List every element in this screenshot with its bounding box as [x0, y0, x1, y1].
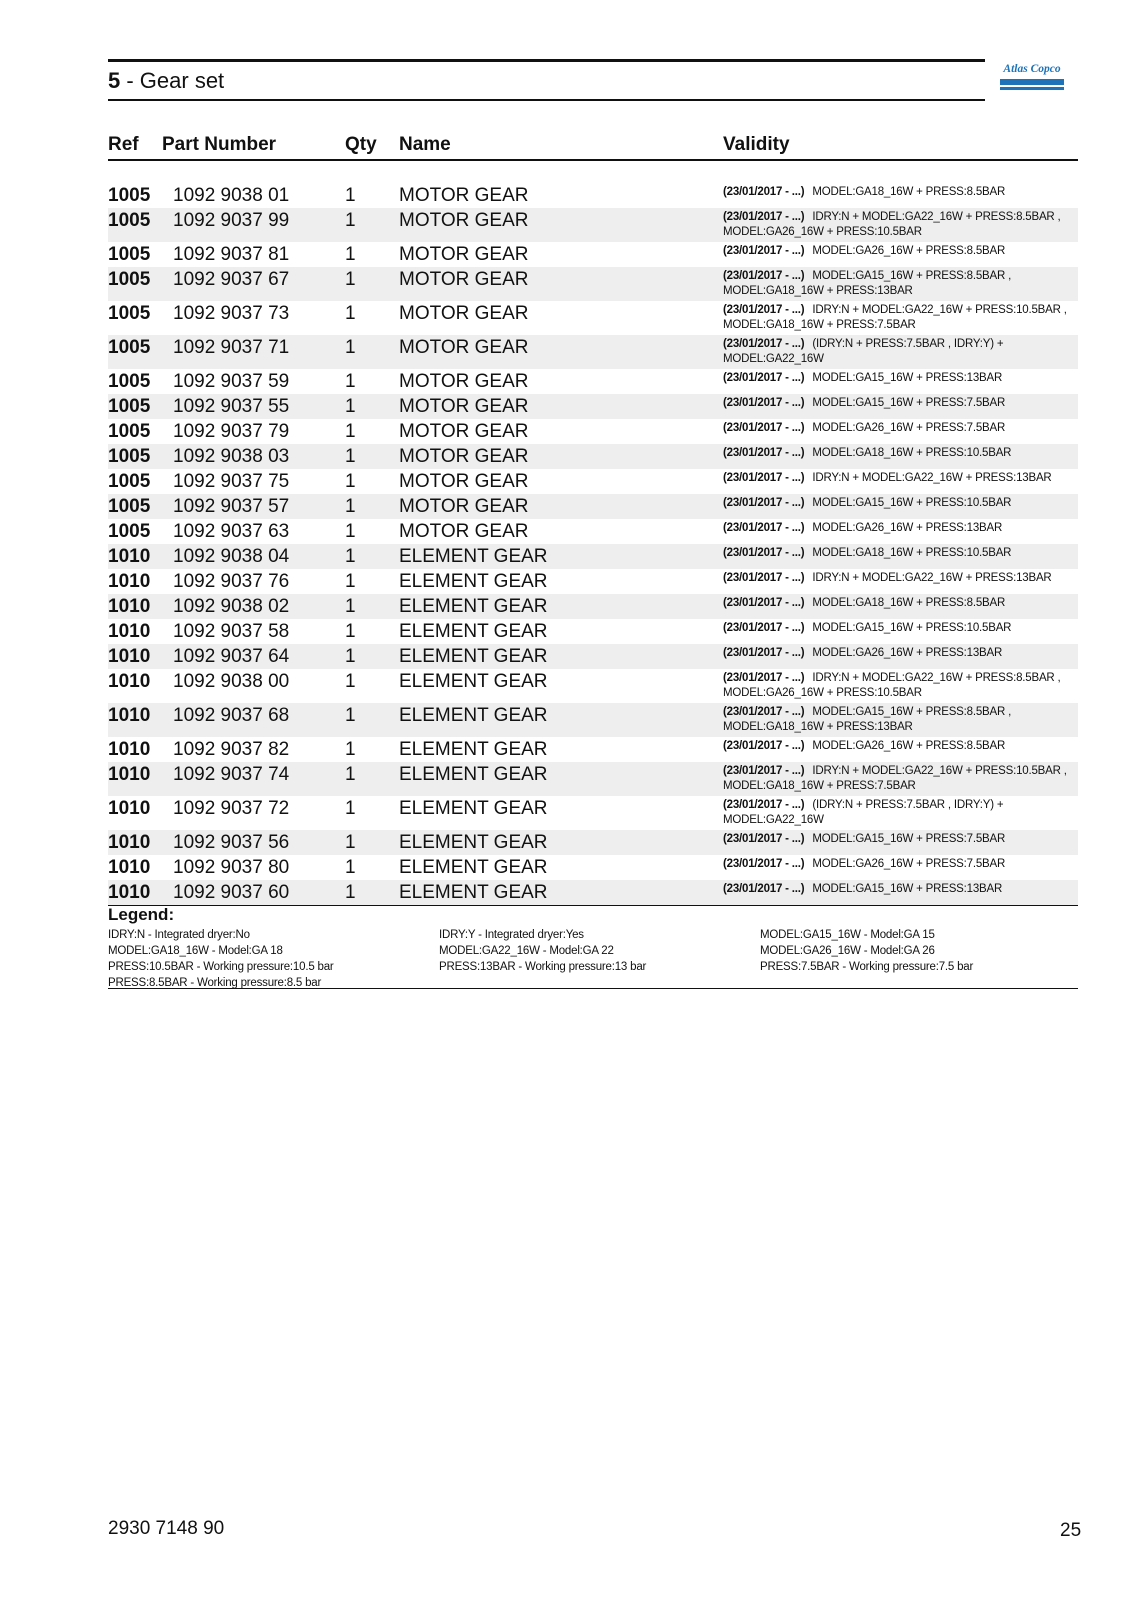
- validity-date: (23/01/2017 - ...): [723, 397, 805, 409]
- part-number-cell: 1092 9037 56: [173, 832, 290, 853]
- ref-cell: 1005: [108, 371, 151, 392]
- validity-date: (23/01/2017 - ...): [723, 672, 805, 684]
- table-row: [108, 369, 1078, 394]
- qty-cell: 1: [345, 832, 356, 853]
- validity-text: MODEL:GA15_16W + PRESS:7.5BAR: [812, 833, 1006, 845]
- part-number-cell: 1092 9037 80: [173, 857, 290, 878]
- validity-cell: [723, 471, 1078, 486]
- part-number-cell: 1092 9037 73: [173, 303, 290, 324]
- name-cell: MOTOR GEAR: [399, 210, 529, 231]
- name-cell: ELEMENT GEAR: [399, 857, 548, 878]
- ref-cell: 1005: [108, 337, 151, 358]
- name-cell: MOTOR GEAR: [399, 496, 529, 517]
- name-cell: ELEMENT GEAR: [399, 764, 548, 785]
- validity-date: (23/01/2017 - ...): [723, 765, 805, 777]
- qty-cell: 1: [345, 621, 356, 642]
- validity-date: (23/01/2017 - ...): [723, 447, 805, 459]
- table-row: [108, 703, 1078, 737]
- section-number: 5: [108, 68, 121, 93]
- validity-text: MODEL:GA15_16W + PRESS:10.5BAR: [812, 497, 1012, 509]
- name-cell: MOTOR GEAR: [399, 446, 529, 467]
- part-number-cell: 1092 9038 02: [173, 596, 290, 617]
- name-cell: ELEMENT GEAR: [399, 705, 548, 726]
- qty-cell: 1: [345, 210, 356, 231]
- validity-date: (23/01/2017 - ...): [723, 338, 805, 350]
- part-number-cell: 1092 9037 57: [173, 496, 290, 517]
- validity-text: MODEL:GA15_16W + PRESS:13BAR: [812, 372, 1003, 384]
- validity-date: (23/01/2017 - ...): [723, 799, 805, 811]
- legend-entry: MODEL:GA22_16W - Model:GA 22: [439, 945, 614, 957]
- table-row: [108, 762, 1078, 796]
- part-number-cell: 1092 9037 58: [173, 621, 290, 642]
- qty-cell: 1: [345, 646, 356, 667]
- atlas-copco-logo: [1000, 62, 1064, 94]
- name-cell: ELEMENT GEAR: [399, 596, 548, 617]
- validity-text: IDRY:N + MODEL:GA22_16W + PRESS:13BAR: [812, 472, 1052, 484]
- validity-cell: [723, 371, 1078, 386]
- ref-cell: 1010: [108, 764, 151, 785]
- validity-text: MODEL:GA15_16W + PRESS:8.5BAR , MODEL:GA18_16W + PRESS:13BAR: [723, 270, 1012, 297]
- ref-cell: 1005: [108, 471, 151, 492]
- name-cell: ELEMENT GEAR: [399, 832, 548, 853]
- ref-cell: 1005: [108, 396, 151, 417]
- validity-cell: [723, 596, 1078, 611]
- validity-date: (23/01/2017 - ...): [723, 186, 805, 198]
- validity-date: (23/01/2017 - ...): [723, 740, 805, 752]
- validity-cell: [723, 832, 1078, 847]
- table-row: [108, 669, 1078, 703]
- validity-date: (23/01/2017 - ...): [723, 572, 805, 584]
- legend-entry: MODEL:GA15_16W - Model:GA 15: [760, 929, 935, 941]
- ref-cell: 1010: [108, 832, 151, 853]
- table-row: [108, 855, 1078, 880]
- name-cell: MOTOR GEAR: [399, 303, 529, 324]
- table-row: [108, 544, 1078, 569]
- ref-cell: 1010: [108, 596, 151, 617]
- validity-cell: [723, 269, 1078, 299]
- validity-cell: [723, 671, 1078, 701]
- part-number-cell: 1092 9037 72: [173, 798, 290, 819]
- qty-cell: 1: [345, 421, 356, 442]
- validity-date: (23/01/2017 - ...): [723, 647, 805, 659]
- validity-text: MODEL:GA15_16W + PRESS:10.5BAR: [812, 622, 1012, 634]
- ref-cell: 1005: [108, 421, 151, 442]
- section-title: - Gear set: [120, 68, 225, 93]
- page-number: 25: [1060, 1520, 1082, 1541]
- validity-text: MODEL:GA26_16W + PRESS:13BAR: [812, 647, 1003, 659]
- validity-date: (23/01/2017 - ...): [723, 304, 805, 316]
- validity-cell: [723, 764, 1078, 794]
- validity-date: (23/01/2017 - ...): [723, 858, 805, 870]
- validity-date: (23/01/2017 - ...): [723, 883, 805, 895]
- validity-cell: [723, 857, 1078, 872]
- validity-cell: [723, 337, 1078, 367]
- name-cell: ELEMENT GEAR: [399, 646, 548, 667]
- validity-date: (23/01/2017 - ...): [723, 497, 805, 509]
- name-cell: MOTOR GEAR: [399, 421, 529, 442]
- ref-cell: 1010: [108, 621, 151, 642]
- legend-entry: IDRY:Y - Integrated dryer:Yes: [439, 929, 584, 941]
- qty-cell: 1: [345, 705, 356, 726]
- part-number-cell: 1092 9037 79: [173, 421, 290, 442]
- part-number-cell: 1092 9037 55: [173, 396, 290, 417]
- table-row: [108, 183, 1078, 208]
- part-number-cell: 1092 9038 01: [173, 185, 290, 206]
- column-header-validity: Validity: [723, 134, 790, 155]
- legend-entry: PRESS:13BAR - Working pressure:13 bar: [439, 961, 647, 973]
- part-number-cell: 1092 9037 75: [173, 471, 290, 492]
- validity-date: (23/01/2017 - ...): [723, 372, 805, 384]
- table-row: [108, 880, 1078, 905]
- ref-cell: 1010: [108, 671, 151, 692]
- qty-cell: 1: [345, 337, 356, 358]
- section-header: [108, 59, 985, 101]
- table-row: [108, 519, 1078, 544]
- validity-cell: [723, 396, 1078, 411]
- ref-cell: 1005: [108, 185, 151, 206]
- validity-text: MODEL:GA26_16W + PRESS:7.5BAR: [812, 422, 1006, 434]
- legend-column-3: [760, 927, 973, 975]
- column-header-qty: Qty: [345, 134, 377, 155]
- name-cell: MOTOR GEAR: [399, 471, 529, 492]
- qty-cell: 1: [345, 496, 356, 517]
- ref-cell: 1005: [108, 244, 151, 265]
- table-body: [108, 183, 1078, 906]
- part-number-cell: 1092 9037 64: [173, 646, 290, 667]
- validity-cell: [723, 882, 1078, 897]
- name-cell: ELEMENT GEAR: [399, 671, 548, 692]
- validity-date: (23/01/2017 - ...): [723, 472, 805, 484]
- validity-cell: [723, 571, 1078, 586]
- validity-cell: [723, 646, 1078, 661]
- validity-date: (23/01/2017 - ...): [723, 622, 805, 634]
- qty-cell: 1: [345, 396, 356, 417]
- table-row: [108, 644, 1078, 669]
- parts-table: [108, 130, 1078, 906]
- table-row: [108, 619, 1078, 644]
- qty-cell: 1: [345, 764, 356, 785]
- part-number-cell: 1092 9037 60: [173, 882, 290, 903]
- validity-date: (23/01/2017 - ...): [723, 211, 805, 223]
- logo-text: Atlas Copco: [1003, 63, 1061, 75]
- name-cell: ELEMENT GEAR: [399, 621, 548, 642]
- validity-text: MODEL:GA26_16W + PRESS:13BAR: [812, 522, 1003, 534]
- validity-date: (23/01/2017 - ...): [723, 833, 805, 845]
- name-cell: MOTOR GEAR: [399, 244, 529, 265]
- part-number-cell: 1092 9038 03: [173, 446, 290, 467]
- part-number-cell: 1092 9037 82: [173, 739, 290, 760]
- legend-column-1: [108, 927, 334, 991]
- part-number-cell: 1092 9037 59: [173, 371, 290, 392]
- ref-cell: 1005: [108, 269, 151, 290]
- table-row: [108, 569, 1078, 594]
- legend-entry: PRESS:7.5BAR - Working pressure:7.5 bar: [760, 961, 974, 973]
- ref-cell: 1005: [108, 446, 151, 467]
- column-header-ref: Ref: [108, 134, 139, 155]
- validity-text: MODEL:GA26_16W + PRESS:7.5BAR: [812, 858, 1006, 870]
- page-title: [108, 68, 224, 94]
- legend-entry: MODEL:GA26_16W - Model:GA 26: [760, 945, 935, 957]
- name-cell: ELEMENT GEAR: [399, 739, 548, 760]
- ref-cell: 1010: [108, 882, 151, 903]
- validity-cell: [723, 546, 1078, 561]
- legend-column-2: [439, 927, 646, 975]
- table-row: [108, 444, 1078, 469]
- validity-text: IDRY:N + MODEL:GA22_16W + PRESS:8.5BAR , MODEL:GA26_16W + PRESS:10.5BAR: [723, 211, 1061, 238]
- qty-cell: 1: [345, 471, 356, 492]
- ref-cell: 1010: [108, 705, 151, 726]
- part-number-cell: 1092 9037 74: [173, 764, 290, 785]
- document-number: 2930 7148 90: [108, 1518, 225, 1539]
- qty-cell: 1: [345, 571, 356, 592]
- legend-title: Legend:: [108, 905, 175, 924]
- column-header-part-number: Part Number: [162, 134, 277, 155]
- ref-cell: 1010: [108, 739, 151, 760]
- validity-text: MODEL:GA15_16W + PRESS:7.5BAR: [812, 397, 1006, 409]
- name-cell: MOTOR GEAR: [399, 396, 529, 417]
- legend-entry: IDRY:N - Integrated dryer:No: [108, 929, 250, 941]
- validity-date: (23/01/2017 - ...): [723, 245, 805, 257]
- logo-bar: [1000, 79, 1064, 85]
- validity-cell: [723, 210, 1078, 240]
- validity-cell: [723, 303, 1078, 333]
- legend-entry: MODEL:GA18_16W - Model:GA 18: [108, 945, 283, 957]
- validity-text: MODEL:GA26_16W + PRESS:8.5BAR: [812, 245, 1006, 257]
- name-cell: ELEMENT GEAR: [399, 571, 548, 592]
- validity-cell: [723, 244, 1078, 259]
- ref-cell: 1005: [108, 521, 151, 542]
- table-row: [108, 208, 1078, 242]
- name-cell: MOTOR GEAR: [399, 371, 529, 392]
- ref-cell: 1010: [108, 546, 151, 567]
- validity-text: MODEL:GA26_16W + PRESS:8.5BAR: [812, 740, 1006, 752]
- qty-cell: 1: [345, 857, 356, 878]
- part-number-cell: 1092 9038 04: [173, 546, 290, 567]
- table-row: [108, 830, 1078, 855]
- validity-text: MODEL:GA18_16W + PRESS:8.5BAR: [812, 186, 1006, 198]
- part-number-cell: 1092 9037 76: [173, 571, 290, 592]
- qty-cell: 1: [345, 671, 356, 692]
- validity-text: MODEL:GA15_16W + PRESS:13BAR: [812, 883, 1003, 895]
- qty-cell: 1: [345, 371, 356, 392]
- validity-cell: [723, 446, 1078, 461]
- validity-date: (23/01/2017 - ...): [723, 706, 805, 718]
- validity-cell: [723, 621, 1078, 636]
- qty-cell: 1: [345, 269, 356, 290]
- validity-text: (IDRY:N + PRESS:7.5BAR , IDRY:Y) + MODEL:GA22_16W: [723, 338, 1004, 365]
- table-row: [108, 242, 1078, 267]
- name-cell: MOTOR GEAR: [399, 185, 529, 206]
- validity-cell: [723, 521, 1078, 536]
- name-cell: ELEMENT GEAR: [399, 546, 548, 567]
- legend-entry: PRESS:10.5BAR - Working pressure:10.5 bar: [108, 961, 334, 973]
- table-header: [108, 130, 1078, 161]
- validity-text: IDRY:N + MODEL:GA22_16W + PRESS:13BAR: [812, 572, 1052, 584]
- validity-cell: [723, 798, 1078, 828]
- ref-cell: 1010: [108, 798, 151, 819]
- qty-cell: 1: [345, 446, 356, 467]
- column-header-name: Name: [399, 134, 451, 155]
- part-number-cell: 1092 9037 67: [173, 269, 290, 290]
- part-number-cell: 1092 9037 71: [173, 337, 290, 358]
- validity-cell: [723, 705, 1078, 735]
- table-row: [108, 394, 1078, 419]
- qty-cell: 1: [345, 798, 356, 819]
- qty-cell: 1: [345, 739, 356, 760]
- ref-cell: 1010: [108, 646, 151, 667]
- validity-text: MODEL:GA18_16W + PRESS:8.5BAR: [812, 597, 1006, 609]
- qty-cell: 1: [345, 244, 356, 265]
- table-row: [108, 267, 1078, 301]
- validity-text: IDRY:N + MODEL:GA22_16W + PRESS:10.5BAR , MODEL:GA18_16W + PRESS:7.5BAR: [723, 304, 1067, 331]
- validity-date: (23/01/2017 - ...): [723, 547, 805, 559]
- qty-cell: 1: [345, 303, 356, 324]
- part-number-cell: 1092 9038 00: [173, 671, 290, 692]
- validity-date: (23/01/2017 - ...): [723, 597, 805, 609]
- name-cell: MOTOR GEAR: [399, 337, 529, 358]
- qty-cell: 1: [345, 882, 356, 903]
- table-row: [108, 737, 1078, 762]
- validity-text: MODEL:GA15_16W + PRESS:8.5BAR , MODEL:GA18_16W + PRESS:13BAR: [723, 706, 1012, 733]
- ref-cell: 1010: [108, 857, 151, 878]
- validity-text: MODEL:GA18_16W + PRESS:10.5BAR: [812, 547, 1012, 559]
- part-number-cell: 1092 9037 68: [173, 705, 290, 726]
- ref-cell: 1005: [108, 303, 151, 324]
- ref-cell: 1010: [108, 571, 151, 592]
- validity-cell: [723, 185, 1078, 200]
- part-number-cell: 1092 9037 81: [173, 244, 290, 265]
- logo-bar-thin: [1000, 87, 1064, 90]
- ref-cell: 1005: [108, 210, 151, 231]
- part-number-cell: 1092 9037 63: [173, 521, 290, 542]
- name-cell: MOTOR GEAR: [399, 521, 529, 542]
- validity-date: (23/01/2017 - ...): [723, 522, 805, 534]
- validity-text: IDRY:N + MODEL:GA22_16W + PRESS:8.5BAR , MODEL:GA26_16W + PRESS:10.5BAR: [723, 672, 1061, 699]
- table-row: [108, 796, 1078, 830]
- table-row: [108, 494, 1078, 519]
- table-row: [108, 335, 1078, 369]
- name-cell: ELEMENT GEAR: [399, 798, 548, 819]
- validity-text: MODEL:GA18_16W + PRESS:10.5BAR: [812, 447, 1012, 459]
- qty-cell: 1: [345, 185, 356, 206]
- validity-cell: [723, 739, 1078, 754]
- validity-cell: [723, 496, 1078, 511]
- validity-text: (IDRY:N + PRESS:7.5BAR , IDRY:Y) + MODEL:GA22_16W: [723, 799, 1004, 826]
- table-row: [108, 594, 1078, 619]
- legend: [108, 905, 1078, 989]
- qty-cell: 1: [345, 596, 356, 617]
- validity-text: IDRY:N + MODEL:GA22_16W + PRESS:10.5BAR , MODEL:GA18_16W + PRESS:7.5BAR: [723, 765, 1067, 792]
- table-row: [108, 419, 1078, 444]
- table-row: [108, 469, 1078, 494]
- validity-date: (23/01/2017 - ...): [723, 270, 805, 282]
- validity-cell: [723, 421, 1078, 436]
- ref-cell: 1005: [108, 496, 151, 517]
- part-number-cell: 1092 9037 99: [173, 210, 290, 231]
- table-row: [108, 301, 1078, 335]
- qty-cell: 1: [345, 546, 356, 567]
- qty-cell: 1: [345, 521, 356, 542]
- validity-date: (23/01/2017 - ...): [723, 422, 805, 434]
- legend-entry: PRESS:8.5BAR - Working pressure:8.5 bar: [108, 977, 322, 989]
- name-cell: MOTOR GEAR: [399, 269, 529, 290]
- name-cell: ELEMENT GEAR: [399, 882, 548, 903]
